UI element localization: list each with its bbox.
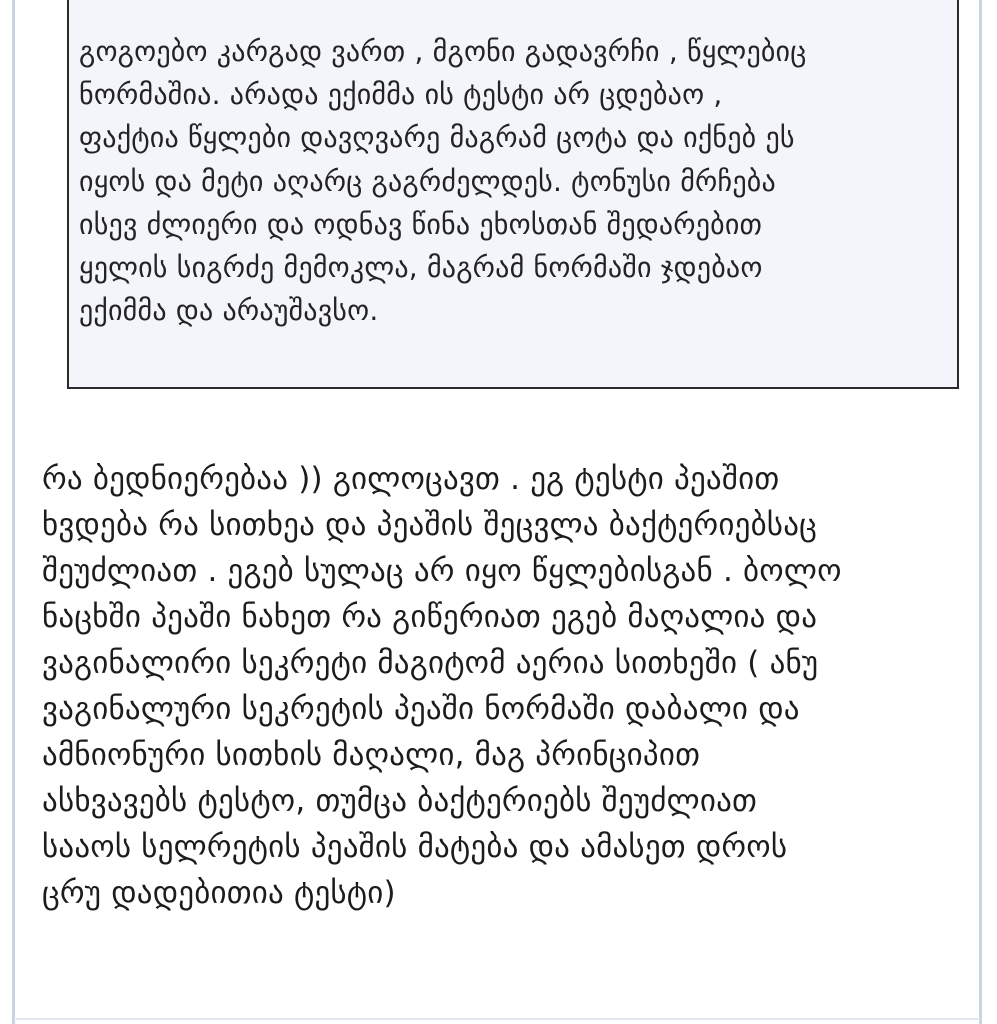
forum-post-frame (12, 0, 982, 1024)
bottom-divider (14, 1018, 980, 1020)
quoted-message-text: გოგოებო კარგად ვართ , მგონი გადავრჩი , წყლებიც ნორმაშია. არადა ექიმმა ის ტესტი არ ცდებაო , ფაქტია წყლები დავღვარე მაგრამ ცოტა და იქნებ ეს იყოს და მეტი აღარც გაგრძელდეს. ტონუსი მრჩება ისევ ძლიერი და ოდნავ წინა ეხოსთან შედარებით ყელის სიგრძე მემოკლა, მაგრამ ნორმაში ჯდებაო ექიმმა და არაუშავსო. (79, 35, 807, 328)
quoted-message-box (67, 0, 959, 389)
reply-message-text: რა ბედნიერებაა )) გილოცავთ . ეგ ტესტი პეაშით ხვდება რა სითხეა და პეაშის შეცვლა ბაქტერიებსაც შეუძლიათ . ეგებ სულაც არ იყო წყლებისგან . ბოლო ნაცხში პეაში ნახეთ რა გიწერიათ ეგებ მაღალია და ვაგინალირი სეკრეტი მაგიტომ აერია სითხეში ( ანუ ვაგინალური სეკრეტის პეაში ნორმაში დაბალი და ამნიონური სითხის მაღალი, მაგ პრინციპით ასხვავებს ტესტო, თუმცა ბაქტერიებს შეუძლიათ სააოს სელრეტის პეაშის მატება და ამასეთ დროს ცრუ დადებითია ტესტი) (42, 461, 842, 911)
